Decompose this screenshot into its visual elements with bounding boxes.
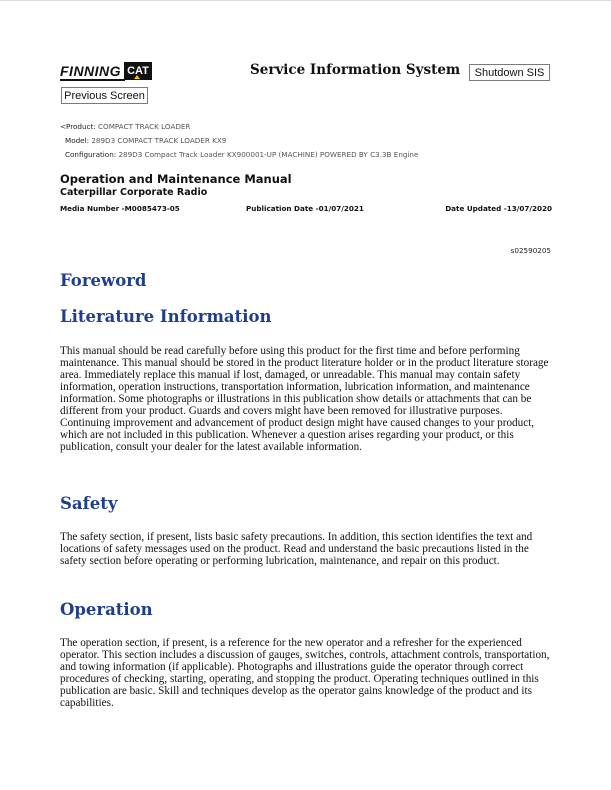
date-updated: Date Updated -13/07/2020 (445, 204, 552, 213)
product-label: <Product: (60, 122, 96, 131)
foreword-heading: Foreword (60, 271, 147, 290)
breadcrumb-product[interactable] (60, 120, 418, 134)
configuration-label: Configuration: (65, 150, 117, 159)
previous-screen-button[interactable]: Previous Screen (61, 87, 148, 104)
manual-title: Operation and Maintenance Manual (60, 172, 292, 186)
media-number: Media Number -M0085473-05 (60, 204, 180, 213)
breadcrumb (60, 120, 418, 162)
operation-heading: Operation (60, 600, 153, 619)
model-label: Model: (65, 136, 90, 145)
finning-cat-logo (60, 60, 152, 82)
configuration-value: 289D3 Compact Track Loader KX900001-UP (MACHINE) POWERED BY C3.3B Engine (118, 150, 419, 159)
page-title: Service Information System (250, 62, 461, 78)
breadcrumb-model[interactable] (60, 134, 418, 148)
logo-text: FINNING (60, 63, 122, 79)
literature-information-heading: Literature Information (60, 307, 272, 326)
manual-metadata (60, 204, 552, 216)
cat-badge: CAT (124, 62, 152, 80)
model-value: 289D3 COMPACT TRACK LOADER KX9 (91, 136, 227, 145)
document-id: s02590205 (510, 246, 551, 255)
breadcrumb-configuration (60, 148, 418, 162)
header (60, 60, 552, 110)
logo-underline (60, 79, 125, 81)
safety-text: The safety section, if present, lists basic safety precautions. In addition, this section identifies the text and locations of safety messages used on the product. Read and understand the basic precautions listed in the safety section before operating or performing lubrication, maintenance, and repair on this product. (60, 531, 533, 567)
operation-text: The operation section, if present, is a reference for the new operator and a refresher for the experienced operator. This section includes a discussion of gauges, switches, controls, attachment controls, transportation, and towing information (if applicable). Photographs and illustrations guide the operator through correct procedures of checking, starting, operating, and stopping the product. Operating techniques outlined in this publication are basic. Skill and techniques develop as the operator gains knowledge of the product and its capabilities. (60, 637, 550, 709)
top-divider (0, 0, 611, 1)
manual-subtitle: Caterpillar Corporate Radio (60, 187, 208, 198)
product-value: COMPACT TRACK LOADER (98, 122, 191, 131)
shutdown-sis-button[interactable]: Shutdown SIS (469, 64, 550, 81)
literature-information-text: This manual should be read carefully before using this product for the first time and before performing maintenance. This manual should be stored in the product literature holder or in the product literature storage area. Immediately replace this manual if lost, damaged, or unreadable. This manual may contain safety information, operation instructions, transportation information, lubrication information, and maintenance information. Some photographs or illustrations in this publication show details or attachments that can be different from your product. Guards and covers might have been removed for illustrative purposes. Continuing improvement and advancement of product design might have caused changes to your product, which are not included in this publication. Whenever a question arises regarding your product, or this publication, consult your dealer for the latest available information. (60, 345, 549, 453)
publication-date: Publication Date -01/07/2021 (246, 204, 364, 213)
safety-heading: Safety (60, 494, 118, 513)
